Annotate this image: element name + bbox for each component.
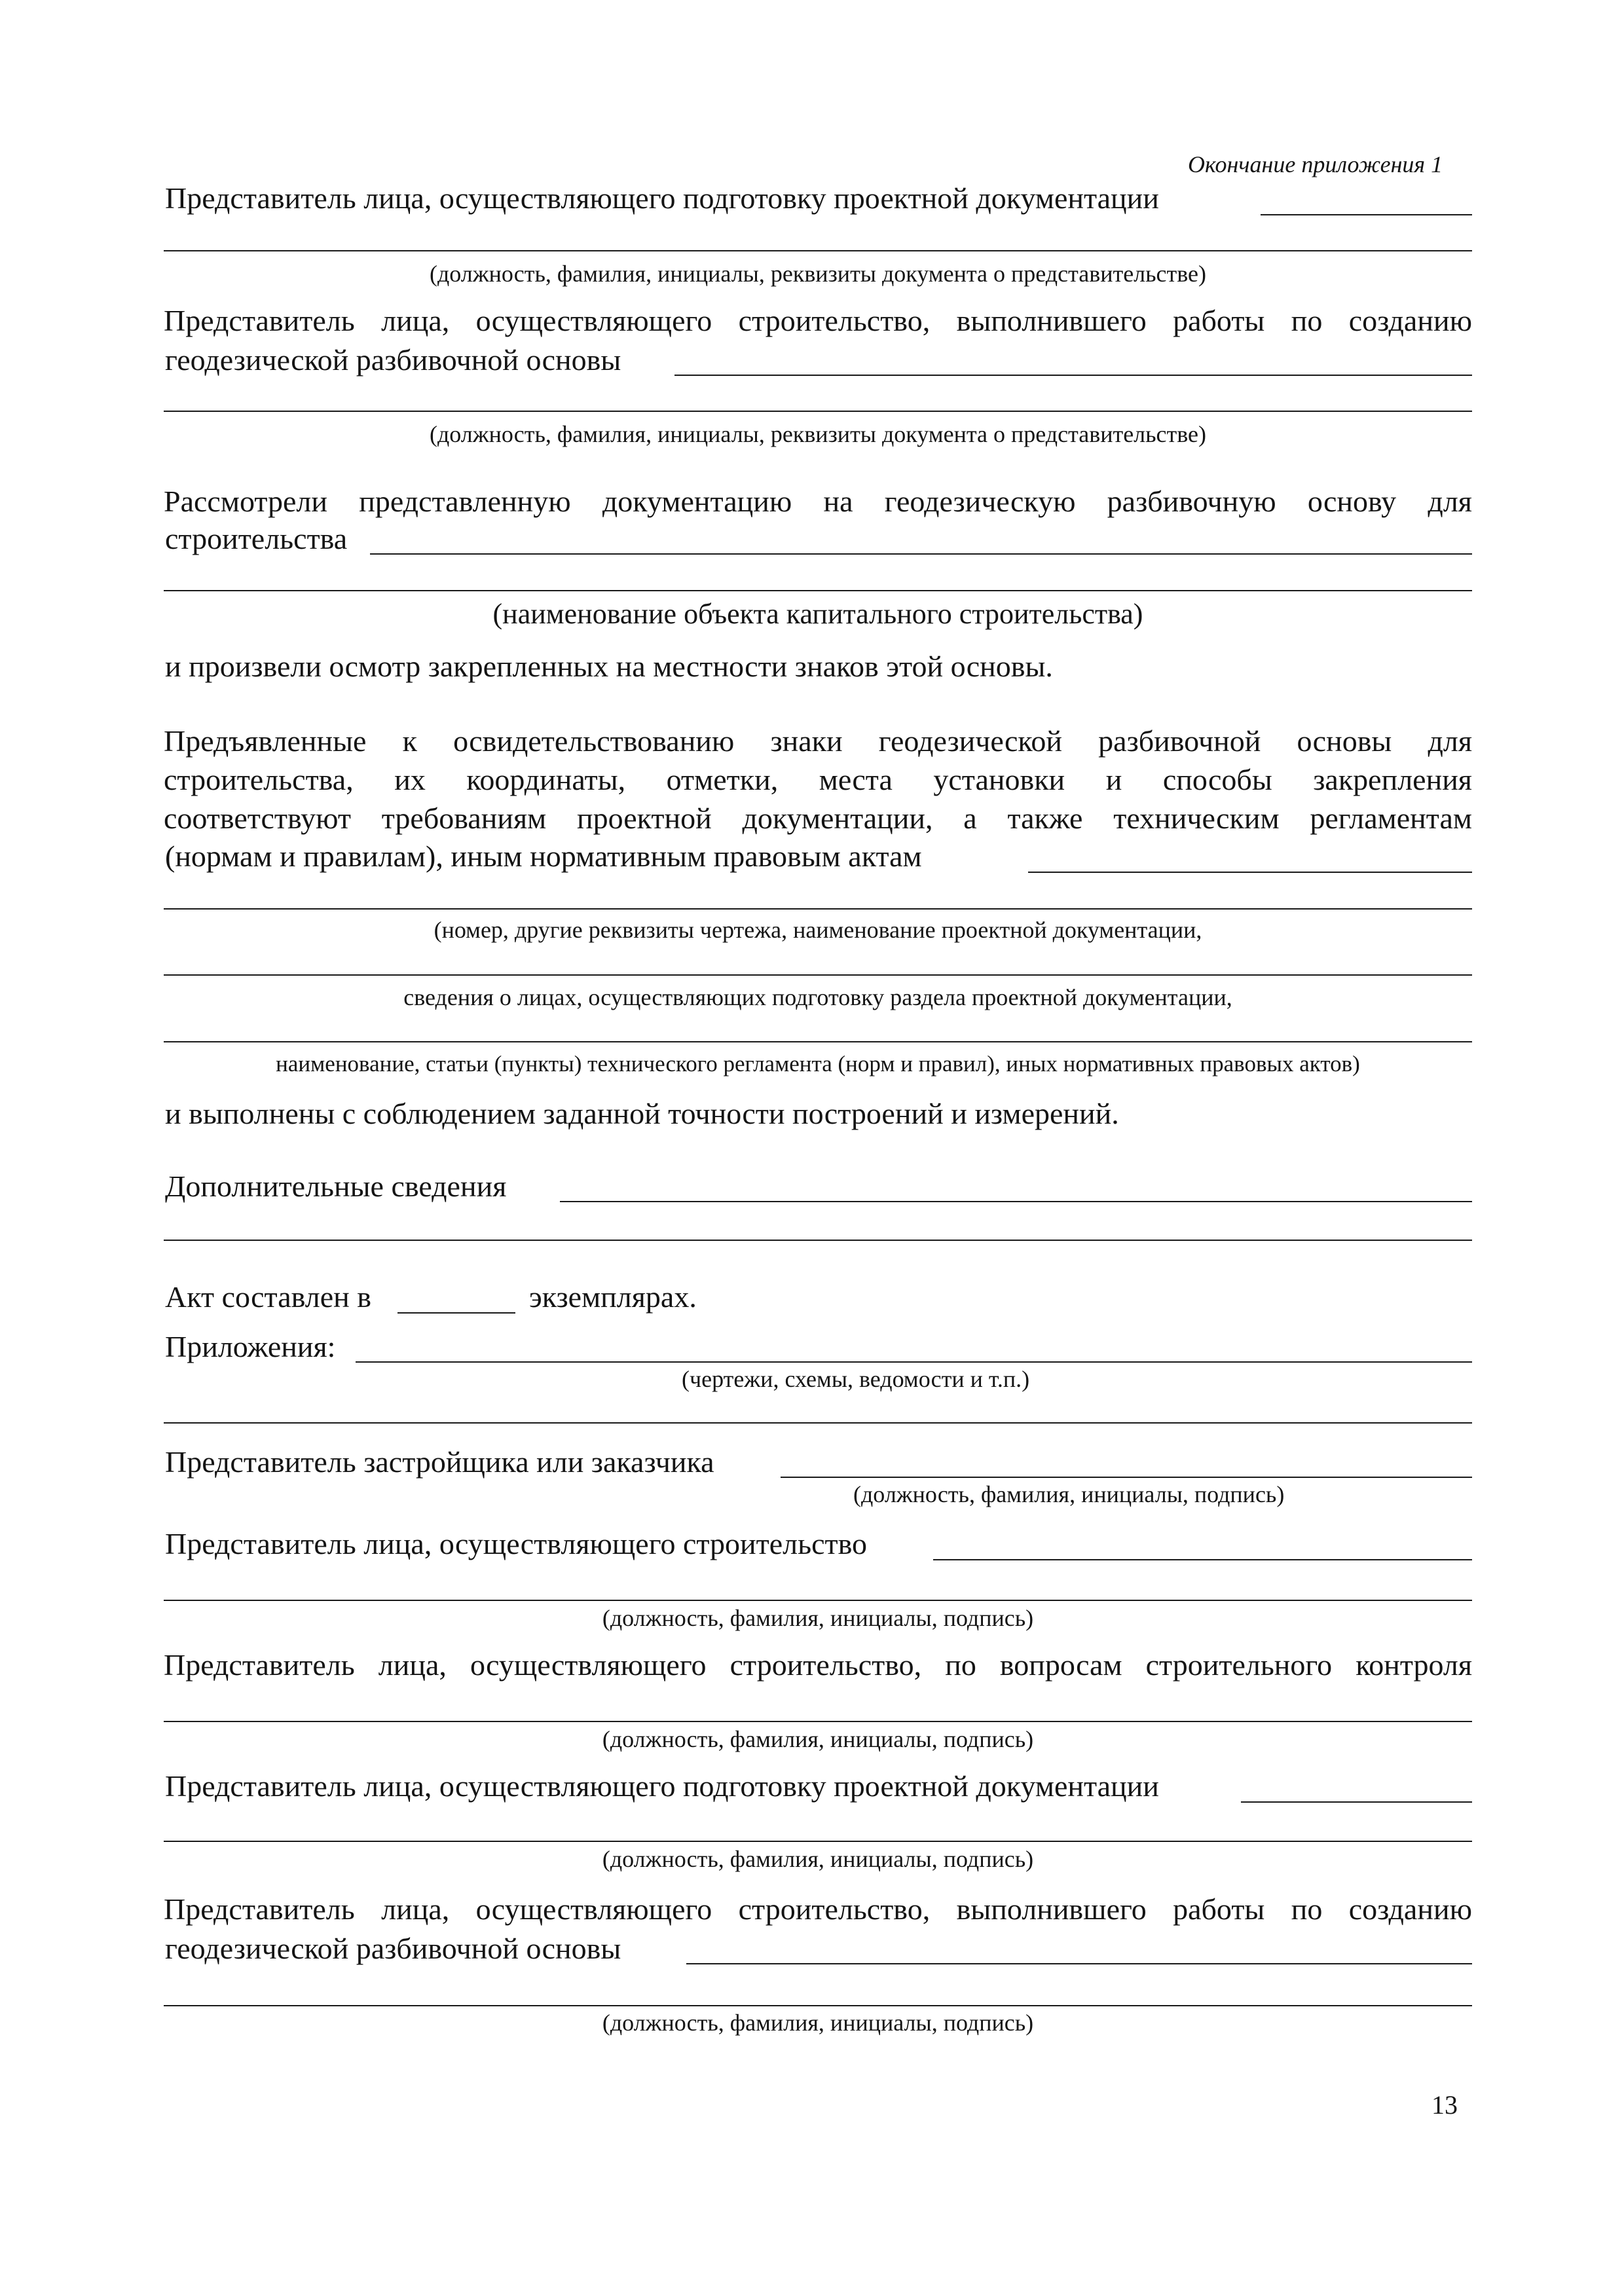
additional-info-line[interactable] — [164, 1240, 1472, 1241]
designer-rep-line[interactable] — [164, 1841, 1472, 1842]
builder-control-rep-label-text: Представитель лица, осуществляющего строительство, по вопросам строительного контроля — [164, 1648, 1472, 1682]
marks-line2-text: строительства, их координаты, отметки, места установки и способы закрепления — [164, 763, 1472, 796]
customer-rep-underline[interactable] — [781, 1477, 1472, 1478]
marks-line2 — [164, 765, 1472, 795]
additional-info-label: Дополнительные сведения — [165, 1169, 507, 1203]
builder-rep-underline[interactable] — [933, 1559, 1472, 1560]
copies-prefix: Акт составлен в — [165, 1280, 371, 1314]
marks-caption1: (номер, другие реквизиты чертежа, наименование проектной документации, — [434, 917, 1202, 943]
copies-suffix: экземплярах. — [529, 1280, 697, 1314]
page-number: 13 — [1431, 2090, 1458, 2120]
designer-rep-top-line[interactable] — [164, 250, 1472, 251]
marks-after-text: и выполнены с соблюдением заданной точности построений и измерений. — [165, 1097, 1119, 1130]
builder-geodesy-top-line[interactable] — [164, 411, 1472, 412]
customer-rep-caption: (должность, фамилия, инициалы, подпись) — [853, 1481, 1285, 1507]
designer-rep-label: Представитель лица, осуществляющего подготовку проектной документации — [165, 1769, 1159, 1803]
builder-rep-label: Представитель лица, осуществляющего строительство — [165, 1527, 868, 1560]
marks-caption2: сведения о лицах, осуществляющих подготовку раздела проектной документации, — [403, 984, 1232, 1010]
builder-geodesy-top-caption: (должность, фамилия, инициалы, реквизиты документа о представительстве) — [429, 421, 1207, 447]
attachments-caption: (чертежи, схемы, ведомости и т.п.) — [682, 1366, 1030, 1392]
builder-geodesy-sign-line1-text: Представитель лица, осуществляющего строительство, выполнившего работы по созданию — [164, 1892, 1472, 1926]
marks-line3 — [164, 803, 1472, 834]
marks-line1 — [164, 726, 1472, 756]
marks-line3-text: соответствуют требованиям проектной документации, а также техническим регламентам — [164, 801, 1472, 835]
marks-caption3: наименование, статьи (пункты) технического регламента (норм и правил), иных нормативных правовых актов) — [276, 1051, 1360, 1077]
builder-geodesy-sign-underline[interactable] — [686, 1963, 1472, 1964]
designer-rep-top-label: Представитель лица, осуществляющего подготовку проектной документации — [165, 181, 1159, 215]
customer-rep-label: Представитель застройщика или заказчика — [165, 1445, 714, 1479]
marks-designers-line[interactable] — [164, 974, 1472, 976]
builder-control-rep-line[interactable] — [164, 1721, 1472, 1722]
review-object-line[interactable] — [164, 590, 1472, 591]
appendix-header-note: Окончание приложения 1 — [1188, 151, 1443, 177]
marks-line1-text: Предъявленные к освидетельствованию знаки геодезической разбивочной основы для — [164, 724, 1472, 758]
builder-geodesy-sign-line[interactable] — [164, 2005, 1472, 2006]
review-line2: строительства — [165, 522, 348, 555]
builder-rep-line[interactable] — [164, 1600, 1472, 1601]
builder-control-rep-label — [164, 1650, 1472, 1680]
review-object-caption: (наименование объекта капитального строительства) — [492, 598, 1143, 630]
builder-geodesy-top-line1-text: Представитель лица, осуществляющего строительство, выполнившего работы по созданию — [164, 304, 1472, 337]
review-line1 — [164, 487, 1472, 517]
builder-geodesy-top-line2: геодезической разбивочной основы — [165, 343, 621, 377]
builder-rep-caption: (должность, фамилия, инициалы, подпись) — [602, 1605, 1034, 1631]
designer-rep-caption: (должность, фамилия, инициалы, подпись) — [602, 1846, 1034, 1872]
marks-doc-line[interactable] — [164, 908, 1472, 910]
builder-geodesy-sign-line1 — [164, 1894, 1472, 1924]
additional-info-underline[interactable] — [560, 1201, 1472, 1202]
attachments-label: Приложения: — [165, 1330, 336, 1363]
designer-rep-underline[interactable] — [1241, 1801, 1472, 1803]
designer-rep-top-caption: (должность, фамилия, инициалы, реквизиты документа о представительстве) — [429, 261, 1207, 287]
review-after-text: и произвели осмотр закрепленных на местности знаков этой основы. — [165, 650, 1053, 683]
builder-geodesy-sign-caption: (должность, фамилия, инициалы, подпись) — [602, 2010, 1034, 2036]
builder-geodesy-top-underline[interactable] — [674, 375, 1472, 376]
attachments-line[interactable] — [164, 1422, 1472, 1424]
designer-rep-top-underline[interactable] — [1261, 214, 1472, 215]
attachments-underline[interactable] — [356, 1361, 1472, 1363]
review-line1-text: Рассмотрели представленную документацию на геодезическую разбивочную основу для — [164, 485, 1472, 518]
builder-control-rep-caption: (должность, фамилия, инициалы, подпись) — [602, 1726, 1034, 1752]
marks-acts-underline[interactable] — [1028, 872, 1472, 873]
marks-regulations-line[interactable] — [164, 1041, 1472, 1042]
copies-count-field[interactable] — [397, 1312, 515, 1314]
marks-line4: (нормам и правилам), иным нормативным правовым актам — [165, 839, 922, 873]
builder-geodesy-top-line1 — [164, 306, 1472, 336]
builder-geodesy-sign-line2: геодезической разбивочной основы — [165, 1932, 621, 1965]
review-object-underline[interactable] — [370, 553, 1472, 555]
